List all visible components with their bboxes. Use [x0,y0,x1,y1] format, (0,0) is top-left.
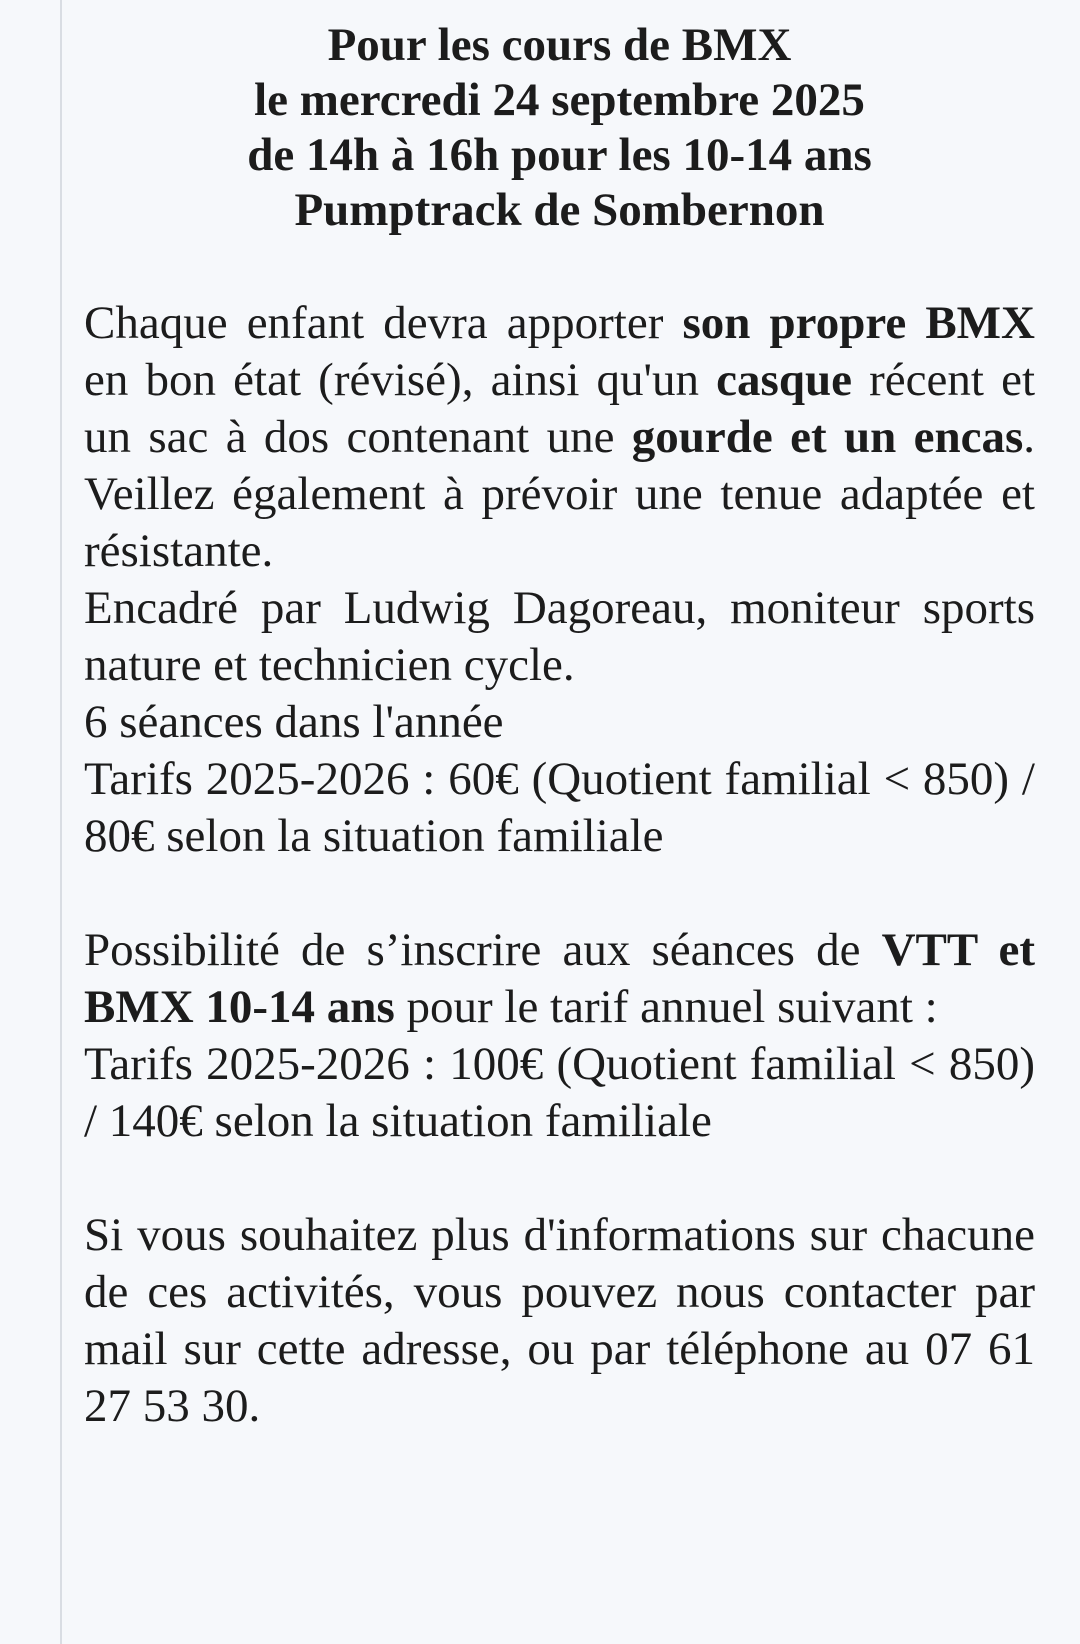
equipment-text-3: récent et un sac à dos contenant une [84,354,1035,463]
contact-paragraph: Si vous souhaitez plus d'informations sur chacune de ces activités, vous pouvez nous contacter par mail sur cette adresse, ou par téléphone au 07 61 27 53 30. [84,1209,1035,1432]
spacer [84,238,1035,295]
equipment-bold-water-snack: gourde et un encas [631,411,1024,463]
heading-line-title: Pour les cours de BMX [327,19,792,71]
heading-line-date: le mercredi 24 septembre 2025 [254,74,865,126]
equipment-text-2: en bon état (révisé), ainsi qu'un [84,354,717,406]
coach-paragraph: Encadré par Ludwig Dagoreau, moniteur sports nature et technicien cycle. [84,582,1035,691]
heading-line-location: Pumptrack de Sombernon [294,184,825,236]
sessions-line: 6 séances dans l'année [84,696,504,748]
combo-text-2: pour le tarif annuel suivant : [394,981,938,1033]
content-area [84,18,1035,1435]
heading-line-time-age: de 14h à 16h pour les 10-14 ans [247,129,872,181]
combo-bold-activities: VTT et BMX 10-14 ans [84,924,1035,1033]
combo-pricing: Tarifs 2025-2026 : 100€ (Quotient familial < 850) / 140€ selon la situation familiale [84,1038,1035,1147]
spacer [84,865,1035,922]
equipment-text-1: Chaque enfant devra apporter [84,297,683,349]
equipment-text-4: . Veillez également à prévoir une tenue adaptée et résistante. [84,411,1035,577]
equipment-paragraph [84,295,1035,580]
equipment-bold-bmx: son propre BMX [682,297,1035,349]
bmx-pricing: Tarifs 2025-2026 : 60€ (Quotient familial < 850) / 80€ selon la situation familiale [84,753,1035,862]
combo-paragraph [84,922,1035,1036]
page-heading [84,18,1035,238]
left-border-line [60,0,62,1644]
equipment-bold-helmet: casque [716,354,852,406]
spacer [84,1150,1035,1207]
combo-text-1: Possibilité de s’inscrire aux séances de [84,924,882,976]
